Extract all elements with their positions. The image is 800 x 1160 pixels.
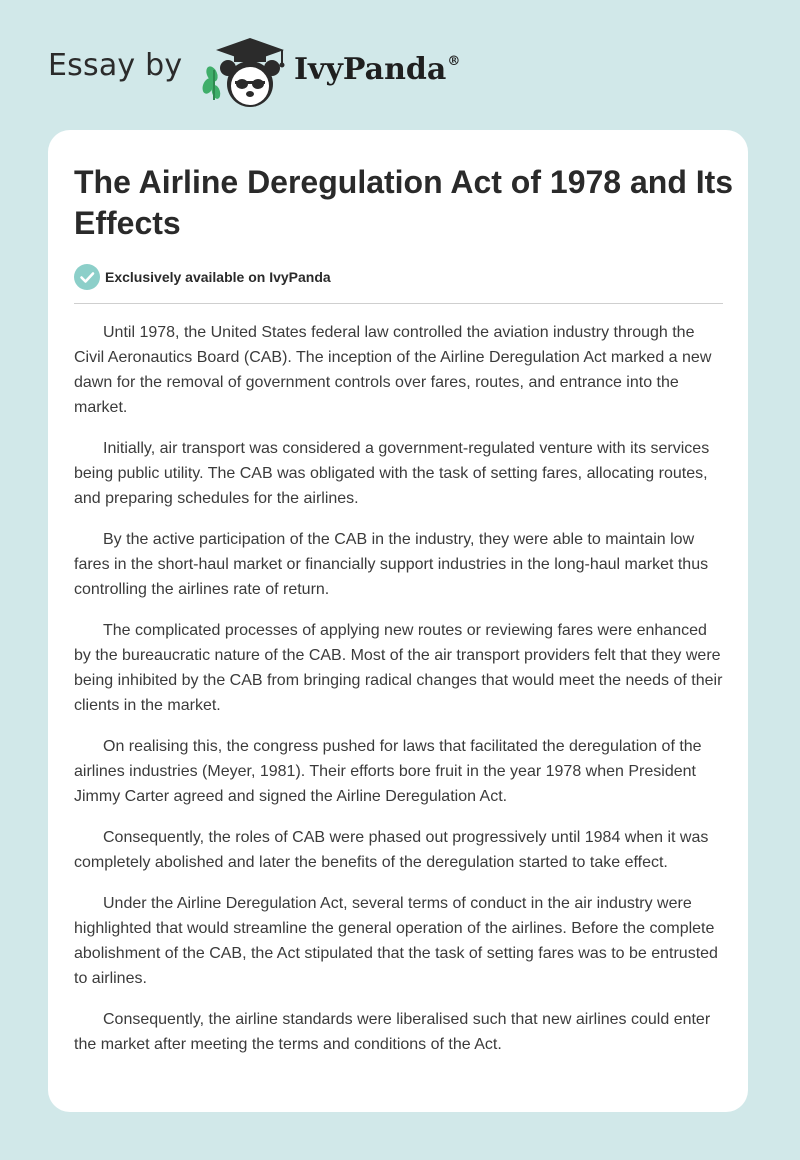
paragraph: Consequently, the airline standards were liberalised such that new airlines could enter the market after meeting the terms and conditions of the Act. xyxy=(74,1011,711,1053)
brand-logo-text[interactable]: IvyPanda® xyxy=(294,52,461,87)
divider xyxy=(74,303,723,304)
panda-graduate-icon[interactable] xyxy=(198,34,290,110)
site-header xyxy=(0,0,800,130)
paragraph: Under the Airline Deregulation Act, several terms of conduct in the air industry were highlighted that would streamline the general operation of the airlines. Before the complete abolishment of the CAB, the Act stipulated that the task of setting fares was to be entrusted to airlines. xyxy=(74,895,718,987)
essay-body xyxy=(74,320,726,1073)
essay-card xyxy=(48,130,748,1112)
registered-mark: ® xyxy=(447,54,461,69)
paragraph: Consequently, the roles of CAB were phased out progressively until 1984 when it was completely abolished and later the benefits of the deregulation started to take effect. xyxy=(74,829,709,871)
paragraph: Until 1978, the United States federal law controlled the aviation industry through the Civil Aeronautics Board (CAB). The inception of the Airline Deregulation Act marked a new dawn for the removal of government controls over fares, routes, and entrance into the market. xyxy=(74,324,712,416)
essay-by-label: Essay by xyxy=(48,48,183,83)
paragraph: Initially, air transport was considered a government-regulated venture with its services being public utility. The CAB was obligated with the task of setting fares, allocating routes, and preparing schedules for the airlines. xyxy=(74,440,710,507)
paragraph: On realising this, the congress pushed for laws that facilitated the deregulation of the airlines industries (Meyer, 1981). Their efforts bore fruit in the year 1978 when President Jimmy Carter agreed and signed the Airline Deregulation Act. xyxy=(74,738,702,805)
paragraph: The complicated processes of applying new routes or reviewing fares were enhanced by the bureaucratic nature of the CAB. Most of the air transport providers felt that they were being inhibited by the CAB from bringing radical changes that would meet the needs of their clients in the market. xyxy=(74,622,723,714)
check-circle-icon xyxy=(74,264,100,290)
page-title: The Airline Deregulation Act of 1978 and Its Effects xyxy=(74,164,734,241)
exclusive-badge xyxy=(74,263,331,291)
paragraph: By the active participation of the CAB in the industry, they were able to maintain low fares in the short-haul market or financially support industries in the long-haul market thus controlling the airlines rate of return. xyxy=(74,531,709,598)
leaf-icon xyxy=(201,65,222,100)
badge-label: Exclusively available on IvyPanda xyxy=(105,269,331,285)
